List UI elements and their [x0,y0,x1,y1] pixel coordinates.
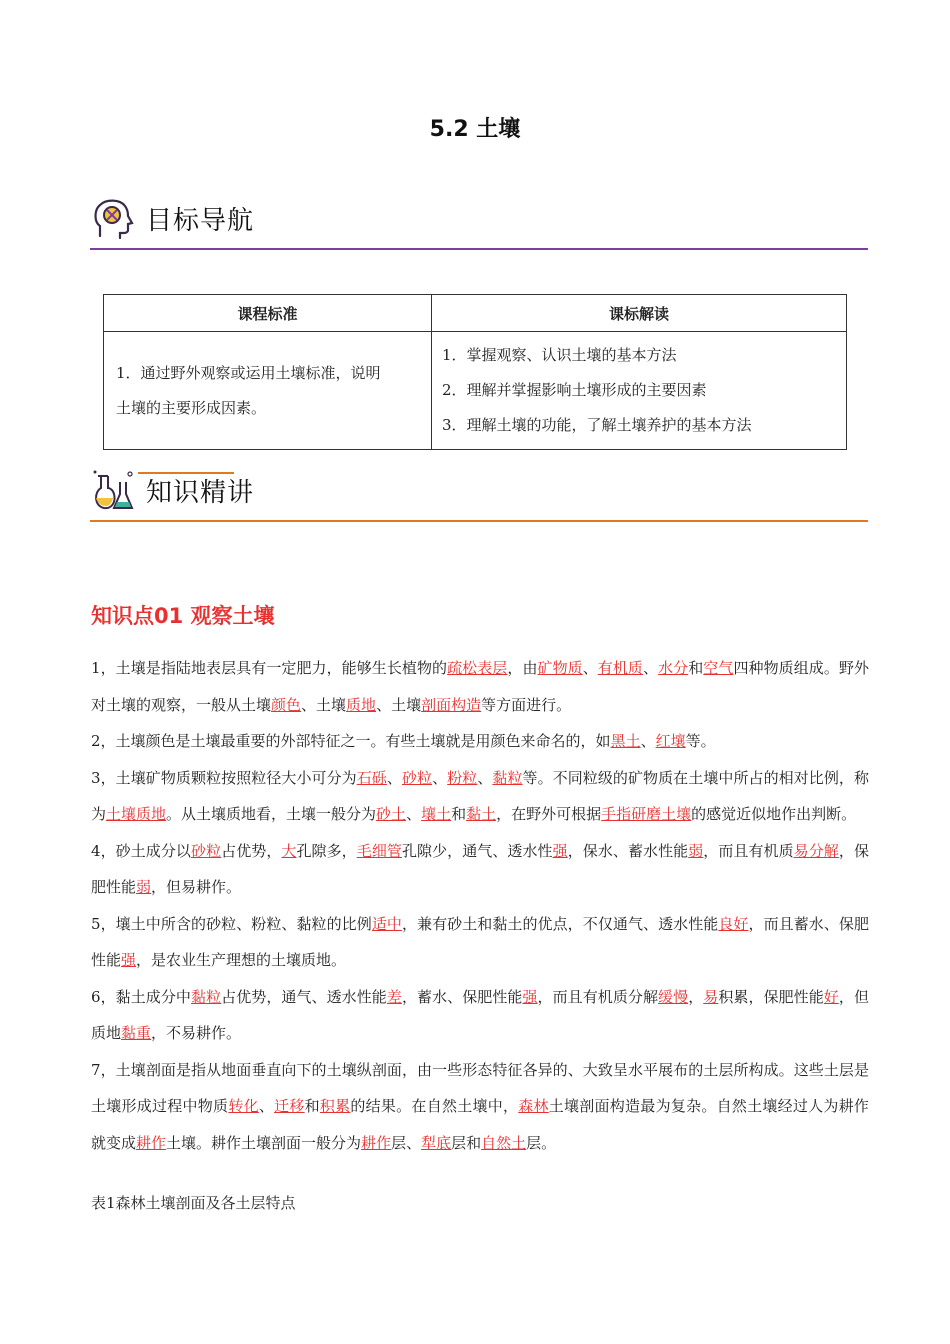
text-run: 占优势， [221,841,282,860]
text-run: 、土壤 [376,695,422,714]
text-run: 的结果。在自然土壤中， [350,1097,519,1115]
key-term: 疏松表层 [447,659,508,677]
text-run: 占优势，通气、透水性能 [221,987,387,1006]
text-run: 积累，保肥性能 [718,987,824,1006]
paragraph-2 [91,723,869,760]
text-run: 5，壤土中所含的砂粒、粉粒、黏粒的比例 [91,914,372,933]
key-term: 迁移 [274,1097,305,1115]
text-run: 2，土壤颜色是土壤最重要的外部特征之一。有些土壤就是用颜色来命名的，如 [91,732,611,750]
banner-title: 目标导航 [146,206,255,236]
key-term: 砂粒 [401,768,433,787]
paragraph-3 [91,760,869,833]
text-run: ，而且有机质分解 [537,987,659,1006]
key-term: 转化 [228,1097,259,1115]
text-run: 孔隙少，通气、透水性 [401,841,553,860]
standard-line: 土壤的主要形成因素。 [116,398,267,417]
text-run: ，保肥性能 [91,841,869,896]
key-term: 耕作 [361,1133,392,1152]
banner-rule [90,248,868,250]
text-run: 等。 [685,732,716,750]
text-run: ，由 [507,659,538,677]
key-term: 弱 [688,841,704,860]
text-run: ，而且有机质 [703,841,794,860]
paragraph-4 [91,833,869,906]
key-term: 森林 [518,1097,549,1115]
text-run: ，保水、蓄水性能 [567,841,689,860]
key-term: 黏粒 [492,768,523,787]
key-term: 强 [121,951,137,969]
text-run: 、 [477,768,493,787]
key-term: 毛细管 [356,841,402,860]
text-run: 3，土壤矿物质颗粒按照粒径大小可分为 [91,768,357,787]
banner-title: 知识精讲 [146,478,255,508]
text-run: 、 [406,805,422,823]
text-run: 、 [643,659,659,677]
key-term: 积累 [319,1097,351,1115]
text-run: ，在野外可根据 [496,805,602,823]
key-term: 黏土 [466,805,497,823]
text-run: ，蓄水、保肥性能 [401,987,523,1006]
key-term: 自然土 [481,1133,527,1152]
key-term: 质地 [346,695,377,714]
interpretation-line: 2．理解并掌握影响土壤形成的主要因素 [442,381,707,399]
head-brain-icon [90,196,136,242]
key-term: 空气 [703,659,734,677]
text-run: 层、 [391,1133,422,1152]
key-term: 良好 [718,914,749,933]
text-run: 4，砂土成分以 [91,841,191,860]
text-run: ，是农业生产理想的土壤质地。 [136,951,347,969]
text-run: 和 [451,805,467,823]
key-term: 适中 [371,914,402,933]
paragraph-7 [91,1052,869,1162]
knowledge-point-heading: 知识点01 观察土壤 [91,604,275,628]
interpretation-cell [432,332,847,450]
text-run: 、 [432,768,448,787]
key-term: 差 [386,987,402,1006]
text-run: 7，土壤剖面是指从地面垂直向下的土壤纵剖面，由一些形态特征各异的、大致呈水平展布的土层所构成。这些土层是土壤形成过程中物质 [91,1060,869,1115]
standard-line: 1．通过野外观察或运用土壤标准，说明 [116,363,381,382]
text-run: 6，黏土成分中 [91,987,191,1006]
paragraph-5 [91,906,869,979]
text-run: ，但质地 [91,987,869,1042]
document-title: 5.2 土壤 [429,117,521,142]
text-run: ，兼有砂土和黏土的优点，不仅通气、透水性能 [401,914,719,933]
text-run: 层和 [451,1133,482,1152]
key-term: 弱 [136,878,152,896]
interpretation-line: 1．掌握观察、认识土壤的基本方法 [442,346,677,364]
key-term: 红壤 [655,732,686,750]
key-term: 黑土 [610,732,641,750]
key-term: 强 [522,987,538,1006]
key-term: 缓慢 [658,987,689,1006]
banner-rule [90,520,868,522]
text-run: 土壤剖面构造最为复杂。自然土壤经过人为耕作就变成 [91,1097,869,1152]
key-term: 有机质 [597,659,643,677]
standard-cell [104,332,432,450]
key-term: 矿物质 [537,659,583,677]
text-run: ，但易耕作。 [151,878,242,896]
text-run: 、土壤 [301,695,347,714]
text-run: ，而且蓄水、保肥性能 [91,914,869,969]
paragraph-6 [91,979,869,1052]
text-run: 、 [640,732,656,750]
text-run: 、 [386,768,402,787]
key-term: 易 [703,987,719,1006]
text-run: ，不易耕作。 [151,1024,242,1042]
text-run: 、 [582,659,598,677]
interpretation-line: 3．理解土壤的功能，了解土壤养护的基本方法 [442,416,752,434]
section-banner-knowledge [90,468,868,522]
text-run: 等方面进行。 [481,695,572,714]
key-term: 粉粒 [447,768,478,787]
key-term: 大 [281,841,297,860]
key-term: 耕作 [136,1133,167,1152]
key-term: 手指研磨土壤 [601,805,692,823]
text-run: 四种物质组成。野外对土壤的观察，一般从土壤 [91,659,869,714]
lab-flask-icon [90,468,136,514]
key-term: 剖面构造 [421,695,482,714]
knowledge-body [91,650,869,1161]
table-header-standard: 课程标准 [104,295,432,332]
text-run: ， [688,987,704,1006]
text-run: 土壤。耕作土壤剖面一般分为 [166,1133,362,1152]
key-term: 犁底 [421,1133,452,1152]
text-run: 孔隙多， [296,841,357,860]
text-run: 和 [304,1097,320,1115]
standards-table [103,294,847,450]
section-banner-goals [90,196,868,250]
text-run: 层。 [526,1133,557,1152]
key-term: 砂土 [376,805,407,823]
text-run: 和 [688,659,704,677]
key-term: 壤土 [421,805,452,823]
text-run: 、 [258,1097,275,1115]
key-term: 石砾 [356,768,387,787]
paragraph-1 [91,650,869,723]
key-term: 黏粒 [191,987,222,1006]
key-term: 颜色 [271,695,302,714]
text-run: 的感觉近似地作出判断。 [691,805,857,823]
key-term: 土壤质地 [106,805,167,823]
key-term: 水分 [658,659,689,677]
key-term: 强 [552,841,568,860]
key-term: 砂粒 [191,841,222,860]
key-term: 黏重 [121,1024,152,1042]
table-caption: 表1森林土壤剖面及各土层特点 [91,1194,296,1212]
table-header-interpretation: 课标解读 [432,295,847,332]
key-term: 好 [823,987,839,1006]
text-run: 1，土壤是指陆地表层具有一定肥力，能够生长植物的 [91,659,448,677]
text-run: 。从土壤质地看，土壤一般分为 [166,805,377,823]
key-term: 易分解 [793,841,839,860]
text-run: 等。不同粒级的矿物质在土壤中所占的相对比例，称为 [91,768,869,823]
